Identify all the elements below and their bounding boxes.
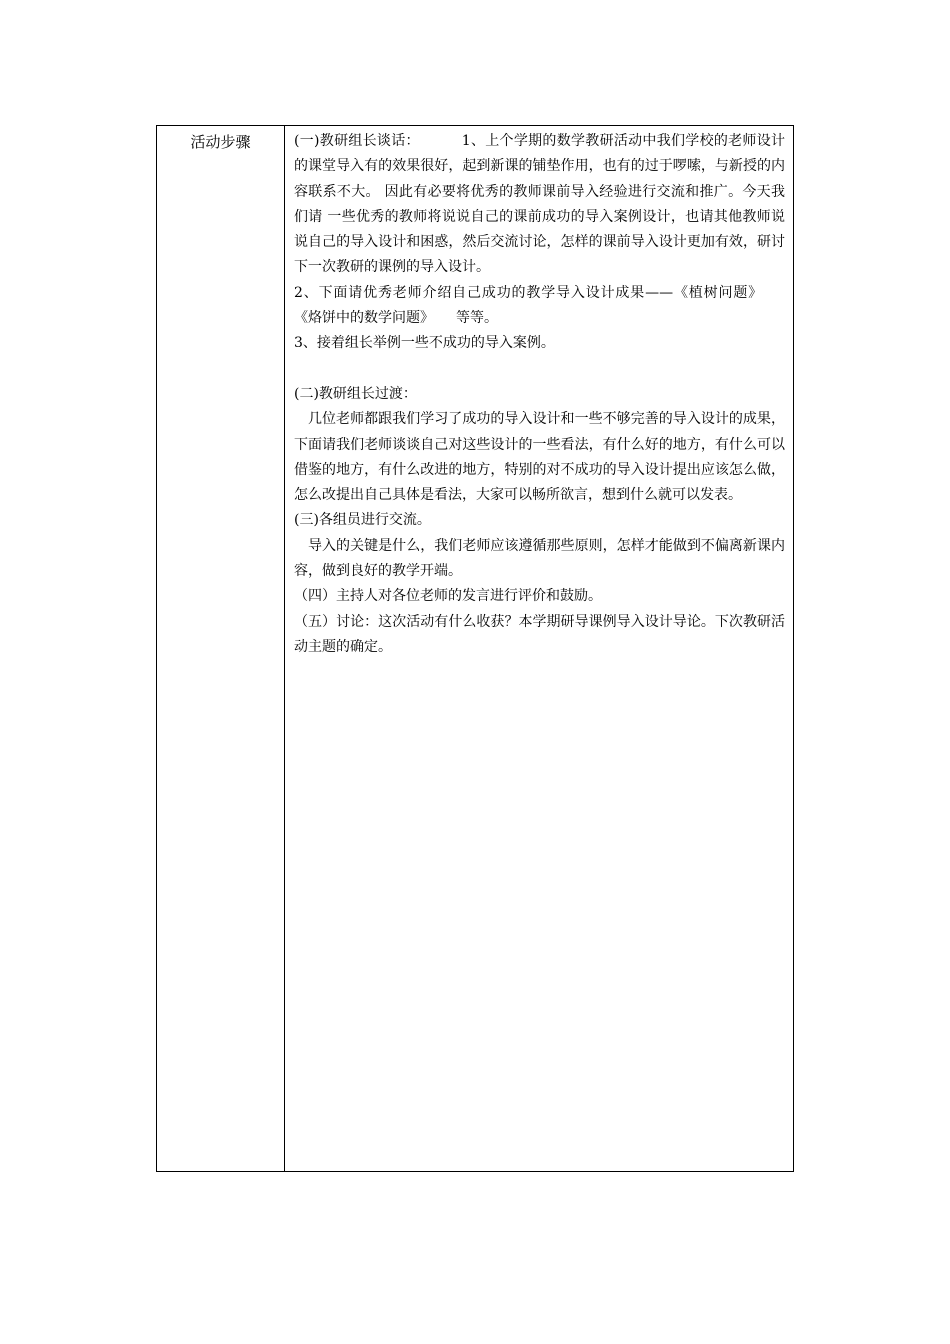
section-5-text: （五）讨论：这次活动有什么收获？本学期研导课例导入设计导论。下次教研活动主题的确定。 [294, 613, 785, 655]
row-label-cell [157, 126, 285, 1171]
section-1-item-1: 1、上个学期的数学教研活动中我们学校的老师设计的课堂导入有的效果很好，起到新课的铺垫作用，也有的过于啰嗦，与新授的内容联系不大。 因此有必要将优秀的教师课前导入经验进行交流和推广。今天我们请 一些优秀的教师将说说自己的课前成功的导入案例设计，也请其他教师说说自己的导入设计和困惑，然后交流讨论，怎样的课前导入设计更加有效，研讨下一次教研的课例的导入设计。 [294, 133, 785, 276]
content-cell [285, 126, 793, 1171]
blank-line [294, 357, 785, 382]
section-3-heading: (三)各组员进行交流。 [294, 512, 431, 529]
section-1-heading: (一)教研组长谈话： [294, 133, 420, 149]
section-2-heading: (二)教研组长过渡： [294, 385, 417, 402]
section-1-paragraph [294, 129, 785, 281]
item-2-part-b: 《烙饼中的数学问题》 [294, 310, 434, 327]
activity-table [156, 125, 794, 1172]
section-4-text: （四）主持人对各位老师的发言进行评价和鼓励。 [294, 588, 602, 605]
item-2-part-a: 2、下面请优秀老师介绍自己成功的教学导入设计成果——《植树问题》 [294, 284, 763, 301]
section-1-item-2 [294, 281, 785, 332]
item-2-part-c: 等等。 [456, 310, 498, 327]
section-1-item-3: 3、接着组长举例一些不成功的导入案例。 [294, 335, 555, 352]
row-label: 活动步骤 [190, 133, 251, 151]
section-2-body: 几位老师都跟我们学习了成功的导入设计和一些不够完善的导入设计的成果，下面请我们老师谈谈自己对这些设计的一些看法，有什么好的地方，有什么可以借鉴的地方，有什么改进的地方，特别的对不成功的导入设计提出应该怎么做，怎么改提出自己具体是看法，大家可以畅所欲言，想到什么就可以发表。 [294, 411, 785, 504]
section-3-body: 导入的关键是什么，我们老师应该遵循那些原则，怎样才能做到不偏离新课内容，做到良好的教学开端。 [294, 537, 785, 580]
